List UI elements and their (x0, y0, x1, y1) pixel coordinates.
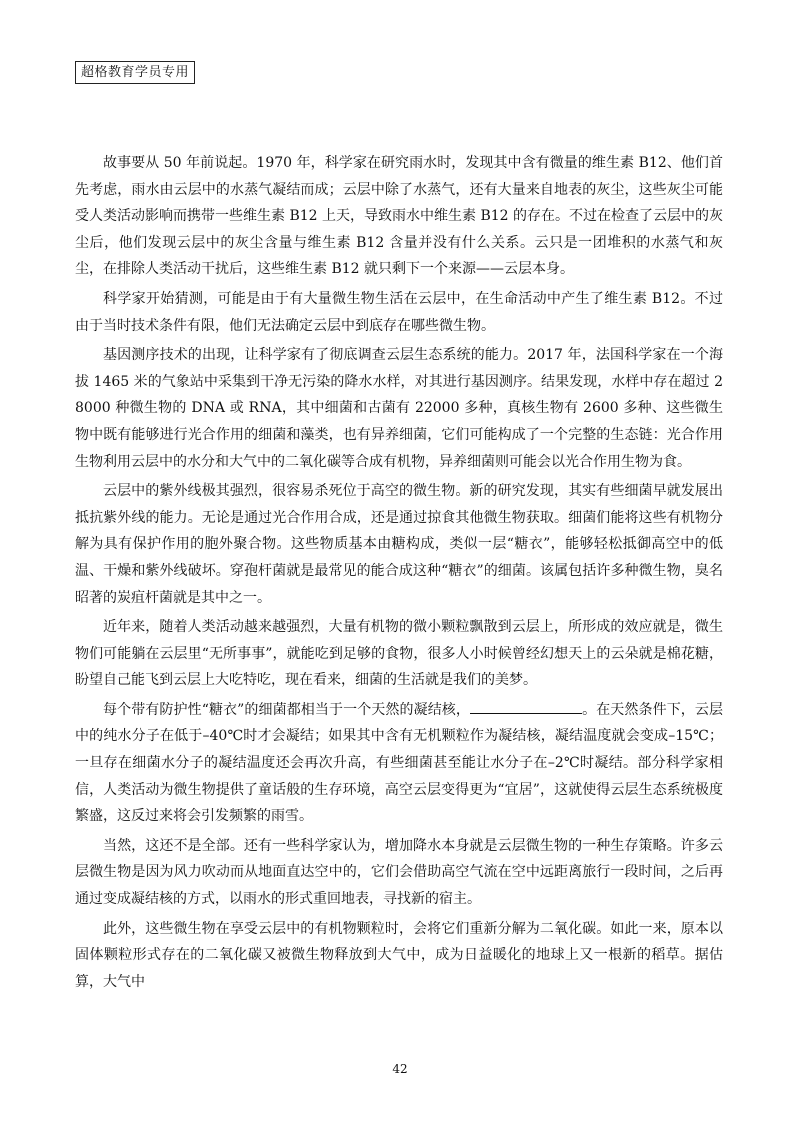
paragraph-8: 此外，这些微生物在享受云层中的有机物颗粒时，会将它们重新分解为二氧化碳。如此一来，原本以固体颗粒形式存在的二氧化碳又被微生物释放到大气中，成为日益暖化的地球上又一根新的稻草。据估算，大气中 (75, 920, 723, 990)
paragraph-6-with-blank (75, 697, 723, 830)
paragraph-6-after: 。在天然条件下，云层中的纯水分子在低于–40℃时才会凝结；如果其中含有无机颗粒作为凝结核，凝结温度就会变成–15℃；一旦存在细菌水分子的凝结温度还会再次升高，有些细菌甚至能让水分子在–2℃时凝结。部分科学家相信，人类活动为微生物提供了童话般的生存环境，高空云层变得更为“宜居”，这就使得云层生态系统极度繁盛，这反过来将会引发频繁的雨雪。 (75, 701, 723, 825)
page-number: 42 (392, 1062, 408, 1076)
paragraph-2: 科学家开始猜测，可能是由于有大量微生物生活在云层中，在生命活动中产生了维生素 B12。不过由于当时技术条件有限，他们无法确定云层中到底存在哪些微生物。 (75, 290, 723, 334)
article-body (75, 150, 723, 998)
header-label: 超格教育学员专用 (75, 61, 195, 84)
paragraph-6-before: 每个带有防护性“糖衣”的细菌都相当于一个天然的凝结核， (103, 701, 470, 718)
paragraph-3: 基因测序技术的出现，让科学家有了彻底调查云层生态系统的能力。2017 年，法国科学家在一个海拔 1465 米的气象站中采集到干净无污染的降水水样，对其进行基因测序。结果发现，水样中存在超过 28000 种微生物的 DNA 或 RNA，其中细菌和古菌有 22000 多种，真核生物有 2600 多种、这些微生物中既有能够进行光合作用的细菌和藻类，也有异养细菌，它们可能构成了一个完整的生态链：光合作用生物利用云层中的水分和大气中的二氧化碳等合成有机物，异养细菌则可能会以光合作用生物为食。 (75, 347, 723, 470)
fill-in-blank[interactable] (470, 699, 582, 714)
paragraph-5: 近年来，随着人类活动越来越强烈，大量有机物的微小颗粒飘散到云层上，所形成的效应就是，微生物们可能躺在云层里“无所事事”，就能吃到足够的食物，很多人小时候曾经幻想天上的云朵就是棉花糖，盼望自己能飞到云层上大吃特吃，现在看来，细菌的生活就是我们的美梦。 (75, 619, 723, 689)
paragraph-7: 当然，这还不是全部。还有一些科学家认为，增加降水本身就是云层微生物的一种生存策略。许多云层微生物是因为风力吹动而从地面直达空中的，它们会借助高空气流在空中远距离旅行一段时间，之后再通过变成凝结核的方式，以雨水的形式重回地表，寻找新的宿主。 (75, 837, 723, 908)
paragraph-1: 故事要从 50 年前说起。1970 年，科学家在研究雨水时，发现其中含有微量的维生素 B12、他们首先考虑，雨水由云层中的水蒸气凝结而成；云层中除了水蒸气，还有大量来自地表的灰尘，这些灰尘可能受人类活动影响而携带一些维生素 B12 上天，导致雨水中维生素 B12 的存在。不过在检查了云层中的灰尘后，他们发现云层中的灰尘含量与维生素 B12 含量并没有什么关系。云只是一团堆积的水蒸气和灰尘，在排除人类活动干扰后，这些维生素 B12 就只剩下一个来源——云层本身。 (75, 155, 724, 278)
paragraph-4: 云层中的紫外线极其强烈，很容易杀死位于高空的微生物。新的研究发现，其实有些细菌早就发展出抵抗紫外线的能力。无论是通过光合作用合成，还是通过掠食其他微生物获取。细菌们能将这些有机物分解为具有保护作用的胞外聚合物。这些物质基本由糖构成，类似一层“糖衣”，能够轻松抵御高空中的低温、干燥和紫外线破坏。穿孢杆菌就是最常见的能合成这种“糖衣”的细菌。该属包括许多种微生物，臭名昭著的炭疽杆菌就是其中之一。 (75, 483, 723, 606)
